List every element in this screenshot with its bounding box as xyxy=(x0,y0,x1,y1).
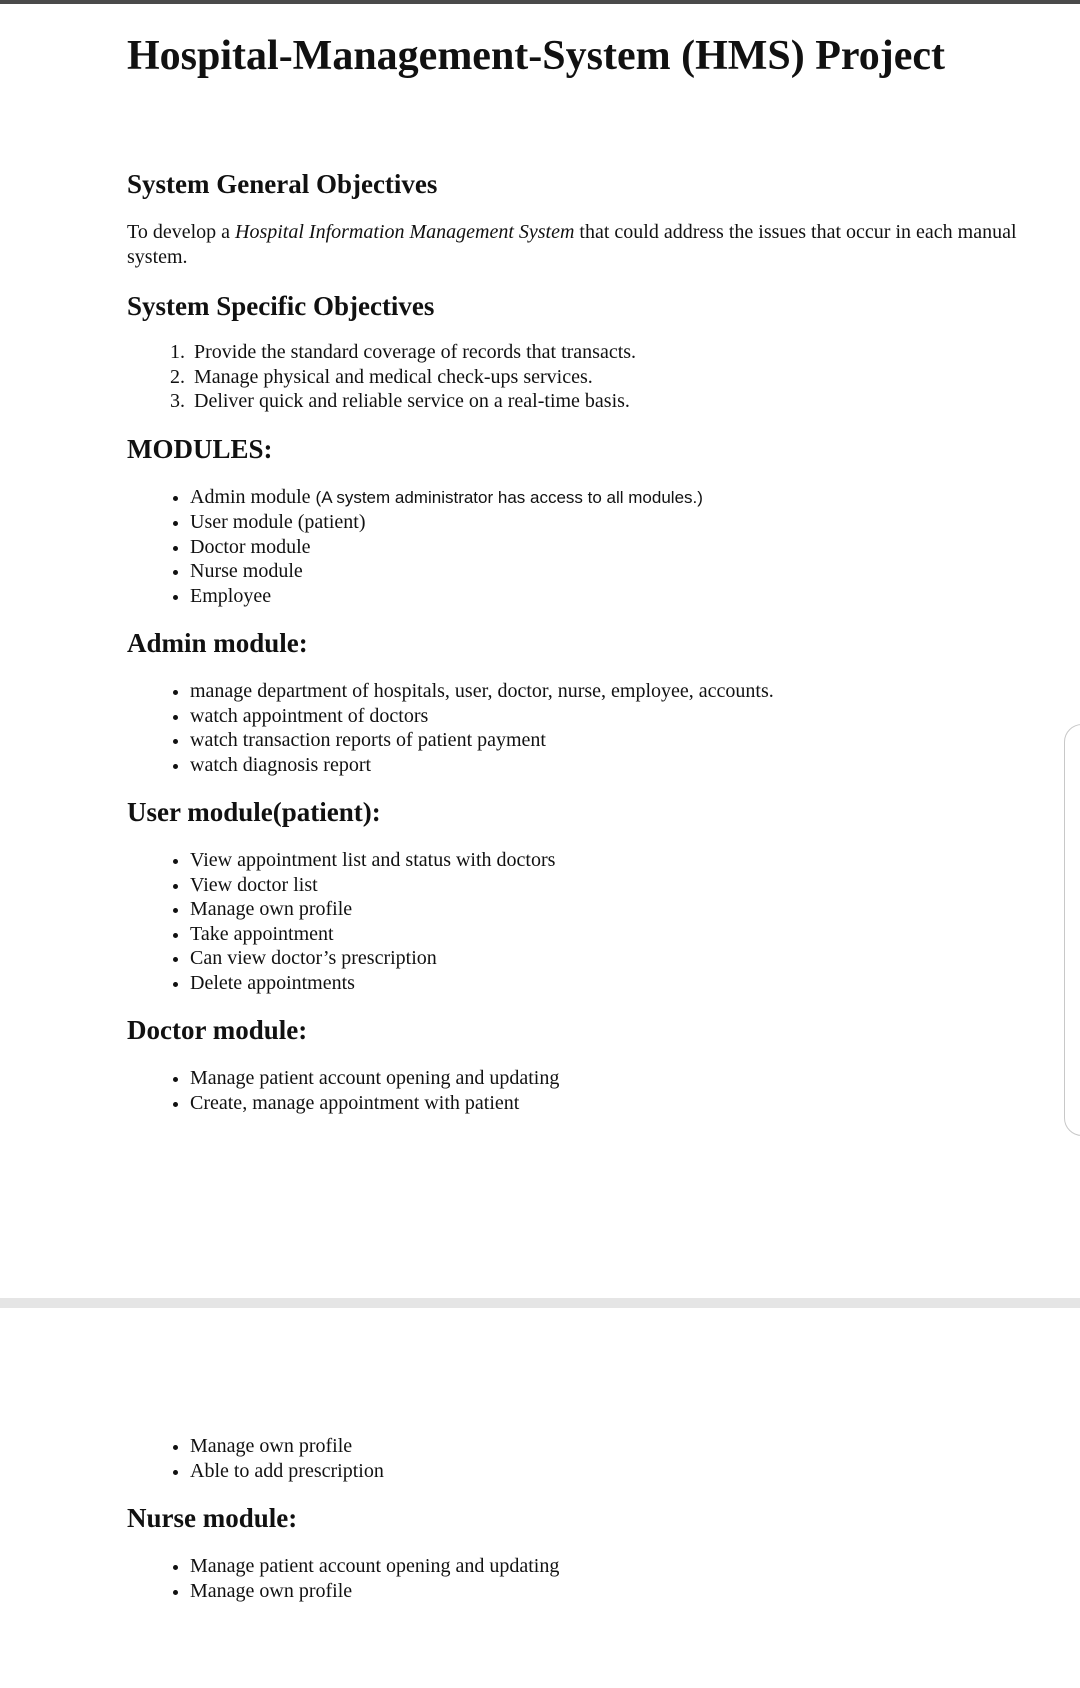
user-module-heading: User module(patient): xyxy=(127,797,381,827)
general-objectives-heading: System General Objectives xyxy=(127,169,438,199)
system-name-italic: Hospital Information Management System xyxy=(235,221,575,243)
list-item: • Take appointment xyxy=(190,922,1027,947)
list-item: • Manage patient account opening and updating xyxy=(190,1554,1027,1579)
admin-module-heading: Admin module: xyxy=(127,628,308,658)
list-item: • watch transaction reports of patient payment xyxy=(190,728,1027,753)
list-item: 3. Deliver quick and reliable service on a real-time basis. xyxy=(190,389,1027,414)
user-module-list xyxy=(127,848,1027,995)
document-title: Hospital-Management-System (HMS) Project xyxy=(127,33,946,79)
doctor-module-heading: Doctor module: xyxy=(127,1015,308,1045)
nurse-module-list xyxy=(127,1554,1027,1603)
specific-objectives-heading: System Specific Objectives xyxy=(127,291,435,321)
list-item: • watch appointment of doctors xyxy=(190,704,1027,729)
doctor-module-list-continued xyxy=(127,1434,1027,1483)
general-objectives-text: To develop a Hospital Information Management System that could address the issues that occur in each manual system. xyxy=(127,221,1017,268)
admin-module-list xyxy=(127,679,1027,777)
specific-objectives-list xyxy=(127,340,1027,414)
list-item: • Admin module (A system administrator has access to all modules.) xyxy=(190,485,1027,511)
side-scroll-tab[interactable] xyxy=(1064,724,1080,1136)
list-item: • watch diagnosis report xyxy=(190,753,1027,778)
list-item: • Manage patient account opening and updating xyxy=(190,1066,1027,1091)
list-item: • Create, manage appointment with patient xyxy=(190,1091,1027,1116)
modules-list xyxy=(127,485,1027,609)
list-item: • Manage own profile xyxy=(190,1579,1027,1604)
list-item: 1. Provide the standard coverage of records that transacts. xyxy=(190,340,1027,365)
list-item: • User module (patient) xyxy=(190,510,1027,535)
list-item: • Delete appointments xyxy=(190,971,1027,996)
list-item: • Manage own profile xyxy=(190,1434,1027,1459)
list-item: • Manage own profile xyxy=(190,897,1027,922)
list-item: • View doctor list xyxy=(190,873,1027,898)
document-page-2 xyxy=(127,1434,1027,1603)
window-top-bar xyxy=(0,0,1080,4)
nurse-module-heading: Nurse module: xyxy=(127,1503,298,1533)
list-item: • manage department of hospitals, user, doctor, nurse, employee, accounts. xyxy=(190,679,1027,704)
page-separator xyxy=(0,1298,1080,1308)
list-item: • Nurse module xyxy=(190,559,1027,584)
doctor-module-list xyxy=(127,1066,1027,1115)
list-item: • View appointment list and status with doctors xyxy=(190,848,1027,873)
list-item: • Employee xyxy=(190,584,1027,609)
document-page-1 xyxy=(127,32,1027,1115)
list-item: • Doctor module xyxy=(190,535,1027,560)
list-item: • Able to add prescription xyxy=(190,1459,1027,1484)
list-item: 2. Manage physical and medical check-ups services. xyxy=(190,365,1027,390)
admin-access-note: (A system administrator has access to all modules.) xyxy=(315,487,703,507)
modules-heading: MODULES: xyxy=(127,433,273,464)
list-item: • Can view doctor’s prescription xyxy=(190,946,1027,971)
